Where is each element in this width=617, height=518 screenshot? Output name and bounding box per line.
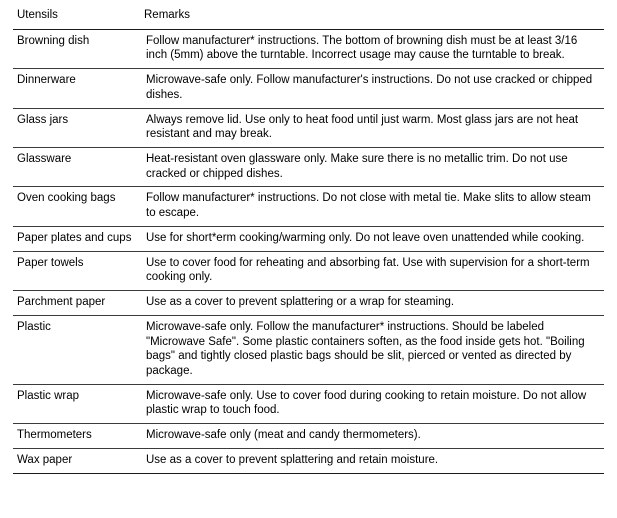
table-row	[13, 291, 604, 316]
column-header-remarks: Remarks	[140, 6, 604, 29]
table-row	[13, 108, 604, 147]
table-row	[13, 424, 604, 449]
utensil-name: Plastic wrap	[13, 384, 140, 423]
utensil-name: Thermometers	[13, 424, 140, 449]
table-header-row	[13, 6, 604, 29]
table-row	[13, 315, 604, 384]
table-row	[13, 187, 604, 226]
utensil-remark: Use to cover food for reheating and absorbing fat. Use with supervision for a short-term cooking only.	[140, 251, 604, 290]
table-row	[13, 226, 604, 251]
utensil-name: Glassware	[13, 148, 140, 187]
utensil-remark: Use for short*erm cooking/warming only. Do not leave oven unattended while cooking.	[140, 226, 604, 251]
column-header-utensils: Utensils	[13, 6, 140, 29]
utensil-remark: Heat-resistant oven glassware only. Make sure there is no metallic trim. Do not use cracked or chipped dishes.	[140, 148, 604, 187]
table-row	[13, 251, 604, 290]
utensils-table	[13, 6, 604, 474]
utensil-name: Plastic	[13, 315, 140, 384]
utensil-remark: Always remove lid. Use only to heat food until just warm. Most glass jars are not heat resistant and may break.	[140, 108, 604, 147]
table-header	[13, 6, 604, 29]
utensil-remark: Microwave-safe only. Use to cover food during cooking to retain moisture. Do not allow plastic wrap to touch food.	[140, 384, 604, 423]
table-row	[13, 448, 604, 473]
utensil-name: Oven cooking bags	[13, 187, 140, 226]
table-row	[13, 148, 604, 187]
utensil-remark: Microwave-safe only. Follow the manufacturer* instructions. Should be labeled "Microwave Safe". Some plastic containers soften, as the food inside gets hot. "Boiling bags" and tightly closed plastic bags should be slit, pierced or vented as directed by package.	[140, 315, 604, 384]
utensil-remark: Microwave-safe only. Follow manufacturer's instructions. Do not use cracked or chipped dishes.	[140, 69, 604, 108]
utensil-remark: Follow manufacturer* instructions. Do not close with metal tie. Make slits to allow steam to escape.	[140, 187, 604, 226]
utensil-name: Paper plates and cups	[13, 226, 140, 251]
table-body	[13, 29, 604, 473]
table-row	[13, 69, 604, 108]
utensil-name: Dinnerware	[13, 69, 140, 108]
utensil-remark: Microwave-safe only (meat and candy thermometers).	[140, 424, 604, 449]
table-row	[13, 29, 604, 68]
utensil-name: Parchment paper	[13, 291, 140, 316]
utensil-remark: Use as a cover to prevent splattering and retain moisture.	[140, 448, 604, 473]
utensil-name: Glass jars	[13, 108, 140, 147]
table-row	[13, 384, 604, 423]
utensil-name: Browning dish	[13, 29, 140, 68]
utensil-name: Wax paper	[13, 448, 140, 473]
utensil-remark: Use as a cover to prevent splattering or a wrap for steaming.	[140, 291, 604, 316]
utensil-name: Paper towels	[13, 251, 140, 290]
utensil-remark: Follow manufacturer* instructions. The bottom of browning dish must be at least 3/16 inch (5mm) above the turntable. Incorrect usage may cause the turntable to break.	[140, 29, 604, 68]
